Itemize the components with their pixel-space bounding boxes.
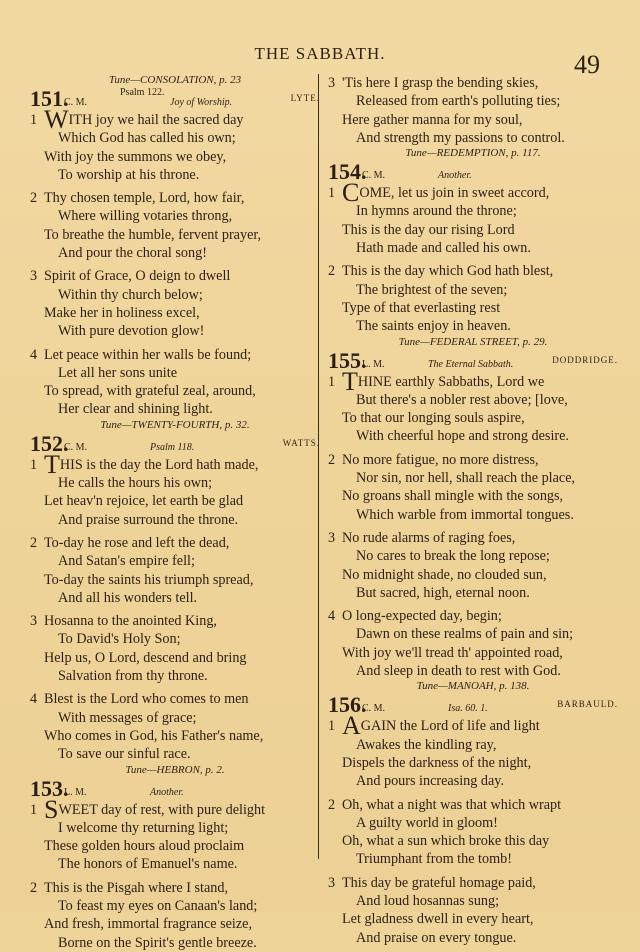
verse-line: Nor sin, nor hell, shall reach the place,	[356, 470, 576, 487]
verse-number: 2	[30, 190, 38, 207]
verse-line: No cares to break the long repose;	[356, 548, 550, 565]
hymn-meter: L. M.	[362, 358, 385, 370]
hymn-subject: Isa. 60. 1.	[448, 703, 488, 715]
verse-number: 3	[328, 529, 336, 546]
verse-line: To save our sinful race.	[58, 746, 191, 763]
verse-line: But there's a nobler rest above; [love,	[356, 391, 568, 408]
tune-line: Tune—HEBRON, p. 2.	[125, 763, 225, 776]
verse-line	[328, 262, 618, 280]
verse-text: This day be grateful homage paid,	[342, 874, 536, 891]
verse-number: 3	[328, 874, 336, 891]
hymn-header	[328, 160, 618, 184]
hymn-subject: Another.	[438, 170, 472, 182]
hymn-number: 152.	[30, 430, 69, 456]
verse-line: Which warble from immortal tongues.	[356, 506, 574, 523]
verse-text: Blest is the Lord who comes to men	[44, 691, 249, 708]
verse-number: 2	[30, 534, 38, 551]
drop-capital: S	[44, 794, 59, 824]
verse-line: And strength my passions to control.	[356, 129, 565, 146]
verse-text: HINE earthly Sabbaths, Lord we	[357, 373, 545, 390]
verse-text: This is the Pisgah where I stand,	[44, 879, 229, 896]
verse-line	[30, 794, 320, 824]
verse-line: With cheerful hope and strong desire.	[356, 428, 569, 445]
verse-text: No more fatigue, no more distress,	[342, 451, 539, 468]
verse-line	[328, 366, 618, 396]
verse-line: Which God has called his own;	[58, 130, 236, 147]
drop-capital: A	[342, 711, 361, 741]
verse-line: And sleep in death to rest with God.	[356, 663, 561, 680]
drop-capital: T	[44, 449, 60, 479]
verse-text: To-day he rose and left the dead,	[44, 534, 230, 551]
verse-text: GAIN the Lord of life and light	[360, 718, 540, 735]
verse-text: OME, let us join in sweet accord,	[359, 185, 550, 202]
hymn-author: LYTE.	[290, 93, 320, 103]
verse-line: And praise on every tongue.	[356, 929, 517, 946]
verse-line: Dawn on these realms of pain and sin;	[356, 626, 574, 643]
verse-line: Where willing votaries throng,	[58, 208, 233, 225]
verse-line: With joy we'll tread th' appointed road,	[342, 644, 563, 661]
drop-capital: T	[342, 366, 358, 396]
verse-line: To spread, with grateful zeal, around,	[44, 383, 256, 400]
verse-line: To that our longing souls aspire,	[342, 410, 525, 427]
verse-text: ITH joy we hail the sacred day	[68, 112, 244, 128]
page-header: THE SABBATH.	[254, 44, 386, 63]
verse-text: Oh, what a night was that which wrapt	[342, 796, 562, 813]
verse-line	[30, 346, 320, 364]
page-number: 49	[574, 50, 600, 79]
verse-line: And praise surround the throne.	[58, 511, 239, 528]
verse-line: Hath made and called his own.	[356, 240, 531, 257]
verse-line	[328, 74, 618, 92]
drop-capital: C	[342, 178, 360, 208]
hymn-meter: C. M.	[64, 97, 88, 108]
verse-line: Let heav'n rejoice, let earth be glad	[44, 493, 244, 510]
verse-line: To breathe the humble, fervent prayer,	[44, 226, 262, 243]
verse-line	[328, 178, 618, 208]
verse-number: 1	[328, 185, 336, 202]
tune-line: Tune—TWENTY-FOURTH, p. 32.	[100, 418, 250, 431]
verse-line	[30, 534, 320, 552]
verse-line: Make her in holiness excel,	[44, 304, 200, 321]
verse-number: 1	[328, 718, 336, 735]
verse-line: With joy the summons we obey,	[44, 148, 227, 165]
verse-line: No midnight shade, no clouded sun,	[342, 566, 547, 583]
verse-line: Dispels the darkness of the night,	[342, 754, 532, 771]
verse-text: HIS is the day the Lord hath made,	[59, 456, 259, 473]
verse-line: The honors of Emanuel's name.	[58, 856, 238, 873]
verse-text: Hosanna to the anointed King,	[44, 613, 217, 630]
verse-line: Who comes in God, his Father's name,	[44, 727, 264, 744]
verse-number: 1	[30, 456, 38, 473]
verse-line: Borne on the Spirit's gentle breeze.	[58, 934, 257, 951]
verse-number: 4	[30, 691, 38, 708]
psalm-reference: Psalm 122.	[120, 87, 165, 98]
verse-number: 3	[328, 75, 336, 91]
verse-text: Spirit of Grace, O deign to dwell	[44, 268, 231, 285]
verse-line: Here gather manna for my soul,	[342, 111, 523, 128]
tune-line: Tune—CONSOLATION, p. 23	[108, 74, 242, 86]
verse-text: O long-expected day, begin;	[342, 608, 502, 625]
verse-line	[30, 267, 320, 285]
right-column	[328, 74, 618, 947]
verse-line: No groans shall mingle with the songs,	[342, 488, 564, 505]
verse-line: The brightest of the seven;	[356, 281, 508, 298]
verse-text: This is the day which God hath blest,	[342, 263, 554, 280]
verse-number: 2	[328, 263, 336, 280]
drop-capital: W	[44, 105, 69, 134]
hymn-header	[30, 87, 320, 111]
verse-number: 3	[30, 613, 38, 630]
hymn-meter: C. M.	[362, 170, 386, 182]
verse-line: Her clear and shining light.	[58, 401, 213, 418]
verse-number: 2	[328, 796, 336, 813]
hymn-meter: C. M.	[362, 703, 386, 715]
verse-line: Oh, what a sun which broke this day	[342, 833, 550, 850]
verse-line	[30, 449, 320, 479]
verse-line	[30, 105, 320, 134]
verse-line	[328, 451, 618, 469]
verse-number: 2	[30, 879, 38, 896]
verse-number: 1	[328, 373, 336, 390]
hymn-header	[328, 349, 618, 373]
verse-line: I welcome thy returning light;	[58, 819, 229, 836]
verse-line	[30, 690, 320, 708]
verse-line: This is the day our rising Lord	[342, 221, 515, 238]
hymn-author: WATTS.	[282, 437, 320, 448]
verse-line	[30, 612, 320, 630]
hymn-header	[30, 432, 320, 456]
verse-text: 'Tis here I grasp the bending skies,	[342, 75, 539, 91]
hymn-header	[30, 777, 320, 801]
hymn-number: 153.	[30, 775, 69, 801]
verse-line	[328, 796, 618, 814]
verse-line: These golden hours aloud proclaim	[44, 838, 245, 855]
verse-line: Help us, O Lord, descend and bring	[44, 649, 247, 666]
verse-line: And loud hosannas sung;	[356, 892, 500, 909]
verse-line	[328, 874, 618, 892]
verse-line: And fresh, immortal fragrance seize,	[44, 916, 252, 933]
hymn-number: 155.	[328, 347, 367, 373]
verse-line: And pours increasing day.	[356, 773, 505, 790]
verse-number: 2	[328, 451, 336, 468]
verse-line: To-day the saints his triumph spread,	[44, 571, 254, 588]
verse-line	[328, 529, 618, 547]
tune-line: Tune—MANOAH, p. 138.	[416, 680, 530, 693]
verse-number: 1	[30, 112, 38, 128]
verse-line: Awakes the kindling ray,	[356, 736, 497, 753]
verse-line: Type of that everlasting rest	[342, 299, 501, 316]
verse-line: Triumphant from the tomb!	[356, 851, 512, 868]
verse-line: He calls the hours his own;	[58, 475, 213, 492]
tune-line: Tune—REDEMPTION, p. 117.	[405, 147, 541, 160]
hymn-author: BARBAULD.	[557, 699, 618, 710]
left-column	[30, 74, 320, 952]
hymn-header	[328, 693, 618, 717]
verse-line: In hymns around the throne;	[356, 203, 517, 220]
verse-number: 4	[328, 608, 336, 625]
verse-line: With messages of grace;	[58, 709, 197, 726]
verse-line	[328, 607, 618, 625]
hymn-author: DODDRIDGE.	[552, 354, 618, 365]
hymn-meter: C. M.	[64, 441, 88, 453]
verse-text: No rude alarms of raging foes,	[342, 529, 516, 546]
verse-line: To David's Holy Son;	[58, 631, 181, 648]
verse-number: 4	[30, 346, 38, 363]
verse-line	[328, 711, 618, 741]
verse-line: Salvation from thy throne.	[58, 668, 208, 685]
verse-number: 1	[30, 801, 38, 818]
verse-line: Let all her sons unite	[58, 364, 177, 381]
hymn-number: 151.	[30, 86, 69, 111]
hymn-subject: The Eternal Sabbath.	[428, 358, 514, 370]
verse-line: Let gladness dwell in every heart,	[342, 911, 534, 928]
verse-line: And all his wonders tell.	[58, 589, 198, 606]
verse-text: Let peace within her walls be found;	[44, 346, 252, 363]
verse-line: To feast my eyes on Canaan's land;	[58, 897, 258, 914]
verse-line: And pour the choral song!	[58, 245, 207, 262]
verse-line: With pure devotion glow!	[58, 323, 205, 340]
hymn-number: 156.	[328, 692, 367, 718]
verse-line: And Satan's empire fell;	[58, 553, 195, 570]
verse-number: 3	[30, 268, 38, 285]
hymn-subject: Psalm 118.	[150, 441, 195, 453]
verse-text: Thy chosen temple, Lord, how fair,	[44, 190, 245, 207]
hymn-number: 154.	[328, 159, 367, 185]
verse-line: Within thy church below;	[58, 286, 203, 303]
verse-line: The saints enjoy in heaven.	[356, 318, 511, 335]
verse-line: Released from earth's polluting ties;	[356, 93, 561, 110]
verse-line: To worship at his throne.	[58, 166, 200, 183]
verse-line: A guilty world in gloom!	[356, 814, 498, 831]
verse-text: WEET day of rest, with pure delight	[58, 801, 266, 818]
tune-line: Tune—FEDERAL STREET, p. 29.	[398, 335, 548, 348]
verse-line	[30, 189, 320, 207]
hymn-subject: Joy of Worship.	[170, 97, 233, 108]
verse-line: But sacred, high, eternal noon.	[356, 584, 530, 601]
hymn-subject: Another.	[150, 786, 184, 798]
verse-line	[30, 879, 320, 897]
hymn-meter: L. M.	[64, 786, 87, 798]
